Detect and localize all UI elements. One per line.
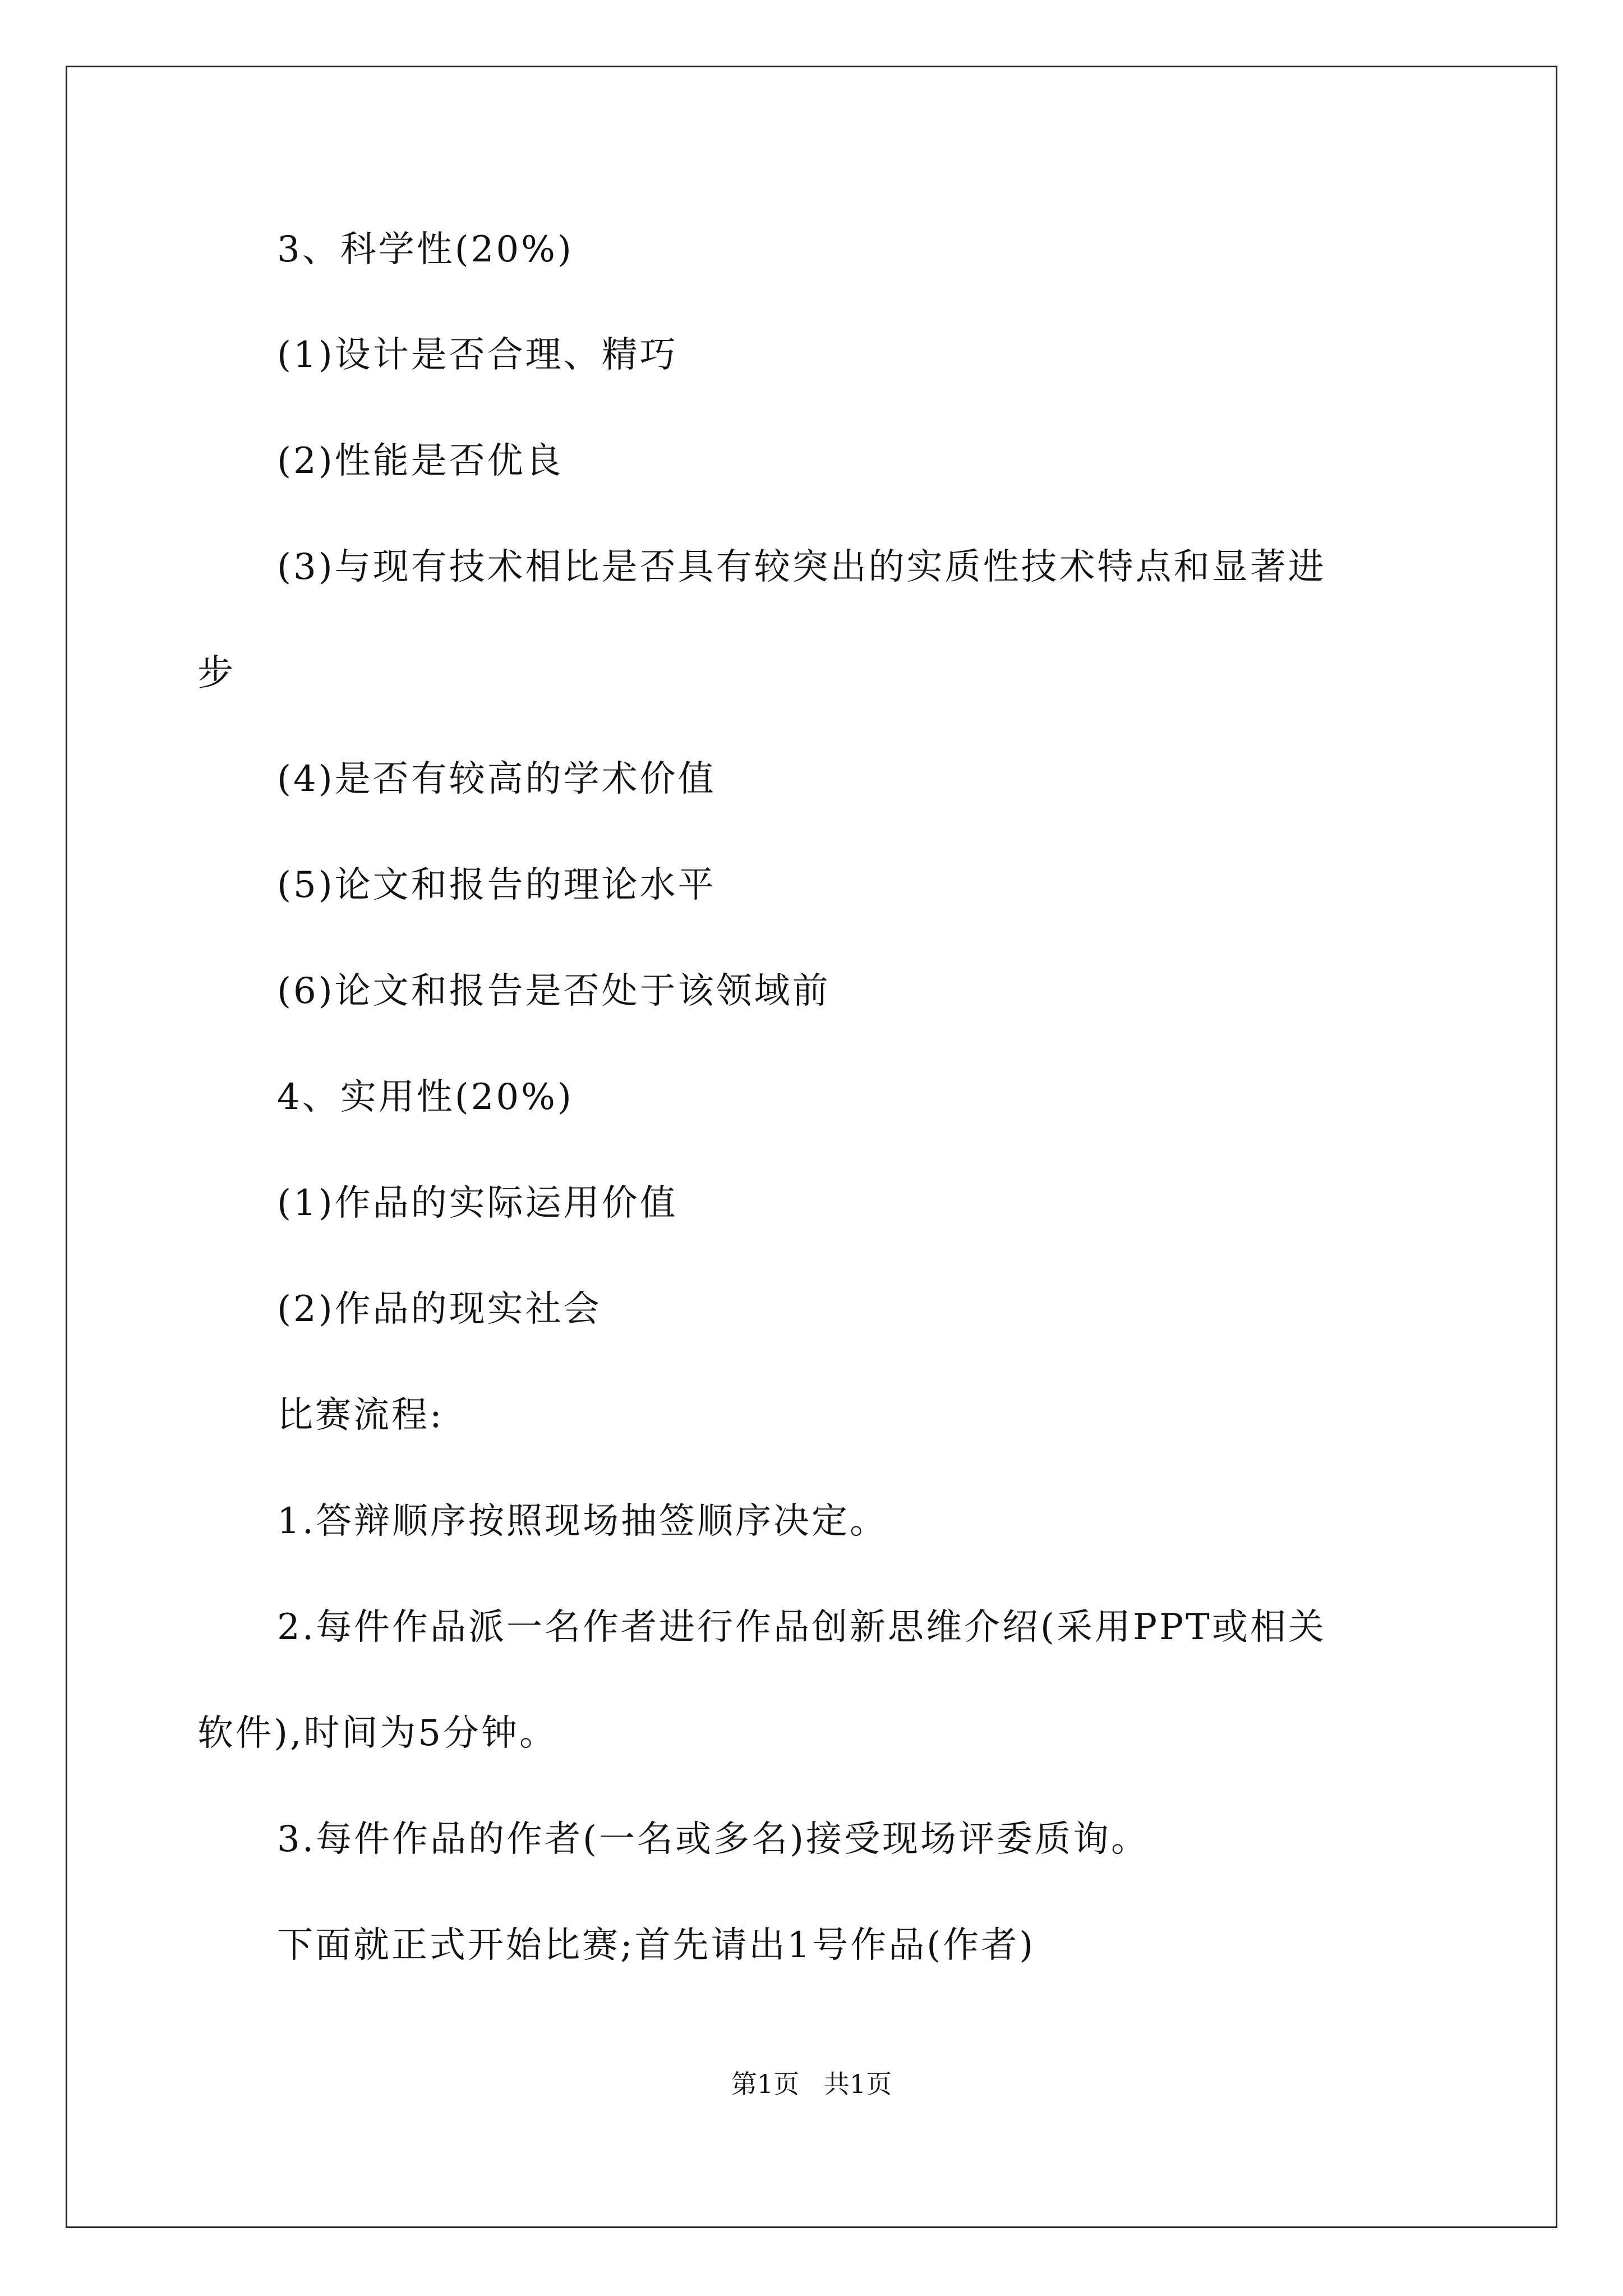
paragraph-line: (5)论文和报告的理论水平 [277, 864, 716, 906]
page-number-footer: 第1页 共1页 [731, 2069, 892, 2099]
paragraph-line: 1.答辩顺序按照现场抽签顺序决定。 [277, 1501, 888, 1542]
paragraph-line: (2)性能是否优良 [277, 440, 564, 482]
paragraph-line: (4)是否有较高的学术价值 [277, 758, 716, 800]
paragraph-line: 比赛流程: [277, 1395, 444, 1436]
paragraph-line: (3)与现有技术相比是否具有较突出的实质性技术特点和显著进 [277, 546, 1326, 588]
paragraph-line: 3、科学性(20%) [277, 229, 574, 270]
paragraph-line: 4、实用性(20%) [277, 1076, 574, 1118]
page-border [66, 66, 1557, 2228]
paragraph-line: 3.每件作品的作者(一名或多名)接受现场评委质询。 [277, 1819, 1149, 1860]
paragraph-line: (1)作品的实际运用价值 [277, 1182, 678, 1224]
paragraph-line: 下面就正式开始比赛;首先请出1号作品(作者) [277, 1925, 1036, 1966]
paragraph-line: (1)设计是否合理、精巧 [277, 334, 678, 376]
paragraph-line: (2)作品的现实社会 [277, 1289, 602, 1330]
paragraph-line: 2.每件作品派一名作者进行作品创新思维介绍(采用PPT或相关 [277, 1607, 1326, 1648]
paragraph-line: 软件),时间为5分钟。 [197, 1713, 558, 1754]
paragraph-line: 步 [197, 652, 236, 694]
paragraph-line: (6)论文和报告是否处于该领域前 [277, 970, 831, 1012]
